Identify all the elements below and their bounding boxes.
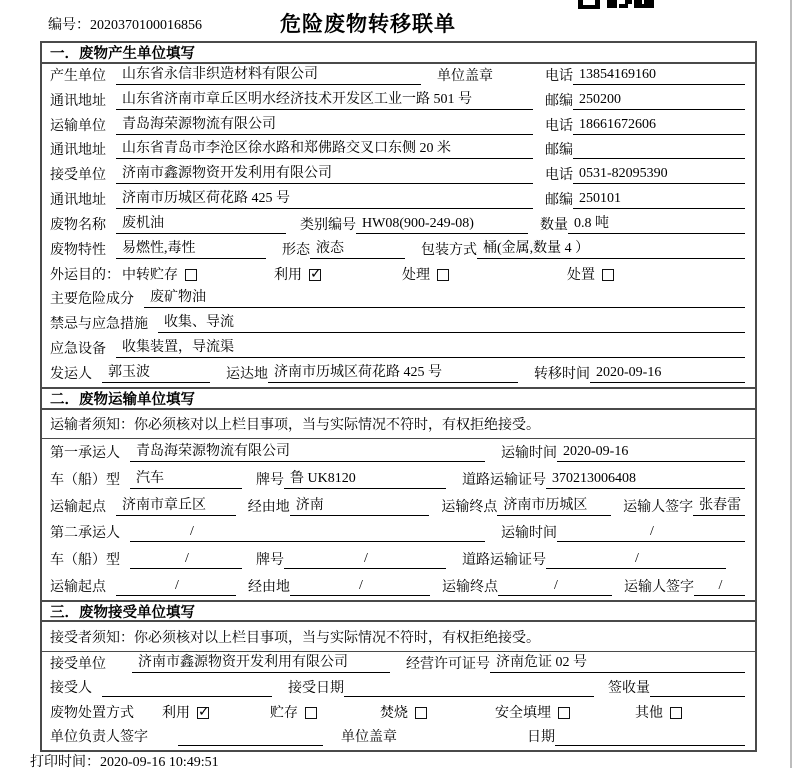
transport-addr-label: 通讯地址 [50, 143, 106, 159]
disposal-option [162, 702, 270, 722]
waste-prop-label: 废物特性 [50, 242, 106, 258]
row-produce-unit [42, 64, 755, 89]
produce-unit-label: 产生单位 [50, 68, 106, 84]
carrier-sign-value: 张春雷 [693, 494, 745, 516]
row-main-hazard [42, 288, 755, 313]
checkbox-icon [670, 707, 682, 719]
equipment-label: 应急设备 [50, 342, 106, 358]
unit-seal-label: 单位盖章 [437, 68, 493, 84]
vehicle2-value: / [130, 551, 242, 569]
row-transport-addr [42, 139, 755, 164]
destination-label: 运达地 [226, 366, 268, 382]
disposal-option-label: 贮存 [270, 705, 298, 721]
route1-start-label: 运输起点 [50, 499, 106, 515]
date-label: 日期 [527, 730, 555, 746]
taboo-label: 禁忌与应急措施 [50, 317, 148, 333]
packing-label: 包装方式 [421, 242, 477, 258]
form-state-label: 形态 [282, 242, 310, 258]
produce-unit-value: 山东省永信非织造材料有限公司 [116, 63, 421, 85]
form-state-value: 液态 [310, 237, 405, 259]
phone-value: 18661672606 [573, 117, 745, 135]
transfer-time-value: 2020-09-16 [590, 365, 745, 383]
transport-unit-label: 运输单位 [50, 118, 106, 134]
row-carrier2 [42, 520, 755, 547]
row-purpose [42, 263, 755, 288]
phone-label: 电话 [545, 168, 573, 184]
disposal-option [270, 702, 380, 722]
row-equipment [42, 337, 755, 362]
carrier-sign-label: 运输人签字 [623, 499, 694, 515]
sender-value: 郭玉波 [102, 361, 210, 383]
plate-label: 牌号 [256, 553, 284, 569]
accept-date-label: 接受日期 [288, 681, 344, 697]
row-route1 [42, 493, 755, 520]
purpose-option-label: 处置 [567, 267, 595, 283]
checkbox-icon [309, 269, 321, 281]
destination-value: 济南市历城区荷花路 425 号 [268, 361, 518, 383]
disposal-option-label: 利用 [162, 705, 190, 721]
manifest-form [40, 41, 757, 752]
receive-unit-value: 济南市鑫源物资开发利用有限公司 [116, 162, 533, 184]
carrier-sign-label: 运输人签字 [624, 580, 694, 596]
equipment-value: 收集装置，导流渠 [116, 336, 745, 358]
purpose-option [402, 264, 567, 284]
accept-date-value [344, 680, 594, 697]
transport-addr-value: 山东省青岛市李沧区徐水路和郑佛路交叉口东侧 20 米 [116, 137, 533, 159]
purpose-option-label: 利用 [274, 267, 302, 283]
transport-time-value: / [557, 524, 745, 542]
permit-label: 经营许可证号 [406, 656, 490, 672]
row-sender [42, 362, 755, 387]
disposal-option-label: 焚烧 [380, 705, 408, 721]
disposal-option [380, 702, 495, 722]
page-edge-line [790, 0, 792, 768]
road-license-value: / [546, 551, 726, 569]
row-accept-unit [42, 652, 755, 677]
carrier-sign-value: / [694, 578, 745, 596]
via-value: 济南 [290, 494, 430, 516]
document-header [0, 8, 796, 40]
zip-value [573, 142, 745, 159]
receiver-value [102, 680, 272, 697]
section3-notice: 接受者须知：你必须核对以上栏目事项，当与实际情况不符时，有权拒绝接受。 [42, 622, 755, 652]
sender-label: 发运人 [50, 366, 92, 382]
route1-end-value: 济南市历城区 [497, 494, 611, 516]
receive-addr-label: 通讯地址 [50, 193, 106, 209]
row-taboo [42, 312, 755, 337]
disposal-option-label: 其他 [635, 705, 663, 721]
print-time-value: 2020-09-16 10:49:51 [100, 755, 219, 768]
row-waste-prop [42, 238, 755, 263]
vehicle2-label: 车（船）型 [50, 553, 120, 569]
transport-time-label: 运输时间 [501, 445, 557, 461]
via-value: / [290, 578, 430, 596]
main-hazard-value: 废矿物油 [144, 286, 745, 308]
row-route2 [42, 573, 755, 600]
receiver-label: 接受人 [50, 681, 92, 697]
receive-addr-value: 济南市历城区荷花路 425 号 [116, 187, 533, 209]
row-disposal [42, 701, 755, 726]
transport-time-label: 运输时间 [501, 526, 557, 542]
accept-unit-value: 济南市鑫源物资开发利用有限公司 [132, 651, 390, 673]
route1-end-label: 运输终点 [441, 499, 498, 515]
waste-name-value: 废机油 [116, 212, 286, 234]
serial-label: 编号： [48, 18, 90, 33]
vehicle1-label: 车（船）型 [50, 472, 120, 488]
category-label: 类别编号 [300, 217, 356, 233]
transport-unit-value: 青岛海荣源物流有限公司 [116, 113, 533, 135]
row-vehicle2 [42, 546, 755, 573]
phone-value: 13854169160 [573, 67, 745, 85]
plate-value: 鲁 UK8120 [284, 467, 446, 489]
receive-unit-label: 接受单位 [50, 168, 106, 184]
row-receive-unit [42, 163, 755, 188]
section2-notice: 运输者须知：你必须核对以上栏目事项，当与实际情况不符时，有权拒绝接受。 [42, 410, 755, 439]
taboo-value: 收集、导流 [158, 311, 745, 333]
transport-time-value: 2020-09-16 [557, 444, 745, 462]
road-license-label: 道路运输证号 [462, 472, 546, 488]
row-produce-addr [42, 89, 755, 114]
plate-label: 牌号 [256, 472, 284, 488]
signed-qty-value [650, 680, 745, 697]
section2-header: 二．废物运输单位填写 [42, 387, 755, 410]
carrier1-label: 第一承运人 [50, 445, 120, 461]
via-label: 经由地 [247, 499, 290, 515]
responsible-sign-value [178, 729, 323, 746]
vehicle1-value: 汽车 [130, 467, 242, 489]
via-label: 经由地 [248, 580, 290, 596]
row-receiver [42, 677, 755, 702]
quantity-value: 0.8 吨 [568, 212, 745, 234]
checkbox-icon [185, 269, 197, 281]
quantity-label: 数量 [540, 217, 568, 233]
checkbox-icon [437, 269, 449, 281]
serial-value: 2020370100016856 [90, 18, 202, 33]
plate-value: / [284, 551, 446, 569]
phone-label: 电话 [545, 68, 573, 84]
packing-value: 桶(金属,数量 4 ） [477, 237, 745, 259]
route2-end-value: / [498, 578, 612, 596]
route2-start-value: / [116, 578, 236, 596]
checkbox-icon [558, 707, 570, 719]
row-receive-addr [42, 188, 755, 213]
responsible-sign-label: 单位负责人签字 [50, 730, 148, 746]
purpose-label: 外运目的： [50, 267, 120, 283]
main-hazard-label: 主要危险成分 [50, 292, 134, 308]
route2-start-label: 运输起点 [50, 580, 106, 596]
transfer-time-label: 转移时间 [534, 366, 590, 382]
route2-end-label: 运输终点 [442, 580, 498, 596]
checkbox-icon [602, 269, 614, 281]
permit-value: 济南危证 02 号 [490, 651, 745, 673]
category-value: HW08(900-249-08) [356, 216, 528, 234]
zip-label: 邮编 [545, 193, 573, 209]
disposal-option-label: 安全填埋 [495, 705, 551, 721]
phone-label: 电话 [545, 118, 573, 134]
produce-addr-value: 山东省济南市章丘区明水经济技术开发区工业一路 501 号 [116, 88, 533, 110]
zip-label: 邮编 [545, 93, 573, 109]
carrier2-label: 第二承运人 [50, 526, 120, 542]
row-carrier1 [42, 439, 755, 466]
page-title: 危险废物转移联单 [280, 13, 456, 36]
unit-seal-label: 单位盖章 [341, 730, 397, 746]
road-license-value: 370213006408 [546, 471, 745, 489]
purpose-option-label: 中转贮存 [122, 267, 178, 283]
zip-value: 250200 [573, 92, 745, 110]
zip-value: 250101 [573, 191, 745, 209]
checkbox-icon [305, 707, 317, 719]
section1-header: 一．废物产生单位填写 [42, 43, 755, 64]
route1-start-value: 济南市章丘区 [116, 494, 236, 516]
print-time [30, 751, 219, 768]
carrier1-value: 青岛海荣源物流有限公司 [130, 440, 485, 462]
signed-qty-label: 签收量 [608, 681, 650, 697]
checkbox-icon [197, 707, 209, 719]
carrier2-value: / [130, 524, 485, 542]
purpose-option [567, 264, 614, 284]
row-transport-unit [42, 114, 755, 139]
row-waste-name [42, 213, 755, 238]
purpose-option [122, 264, 274, 284]
purpose-option [274, 264, 402, 284]
date-value [555, 729, 745, 746]
waste-prop-value: 易燃性,毒性 [116, 237, 266, 259]
zip-label: 邮编 [545, 143, 573, 159]
disposal-label: 废物处置方式 [50, 705, 134, 721]
phone-value: 0531-82095390 [573, 166, 745, 184]
road-license-label: 道路运输证号 [462, 553, 546, 569]
row-vehicle1 [42, 466, 755, 493]
purpose-option-label: 处理 [402, 267, 430, 283]
section3-header: 三．废物接受单位填写 [42, 600, 755, 622]
waste-name-label: 废物名称 [50, 217, 106, 233]
disposal-option [635, 702, 682, 722]
produce-addr-label: 通讯地址 [50, 93, 106, 109]
print-time-label: 打印时间： [30, 755, 100, 768]
checkbox-icon [415, 707, 427, 719]
row-responsible-sign [42, 726, 755, 751]
accept-unit-label: 接受单位 [50, 656, 106, 672]
disposal-option [495, 702, 635, 722]
